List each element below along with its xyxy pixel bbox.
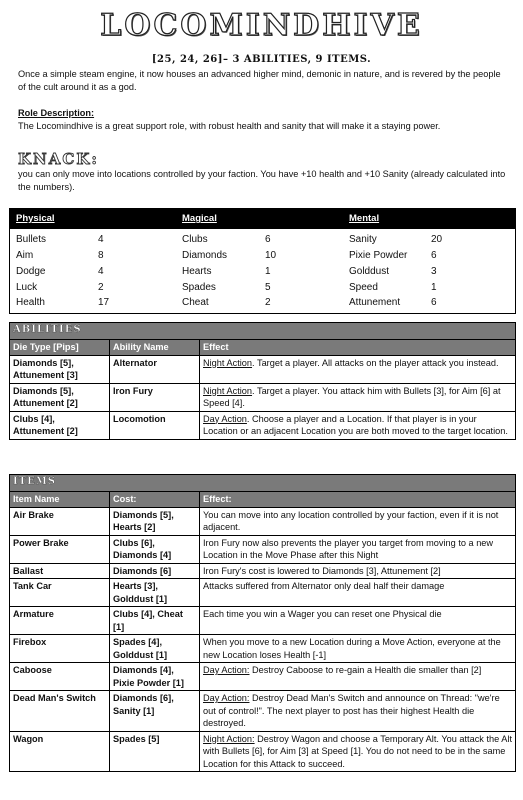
items-header-effect: Effect: (200, 492, 516, 508)
item-name: Tank Car (10, 579, 110, 607)
page-title: LOCOMINDHIVE (100, 8, 423, 43)
item-effect (200, 507, 516, 535)
table-row (10, 691, 516, 732)
stat-name: Attunement (349, 297, 401, 308)
stat-value: 8 (98, 250, 104, 261)
item-name: Dead Man's Switch (10, 691, 110, 732)
stats-table (9, 208, 516, 314)
action-type: Night Action (203, 385, 253, 396)
item-effect (200, 563, 516, 579)
stat-value: 5 (265, 282, 271, 293)
table-row (10, 355, 516, 383)
ability-name: Alternator (110, 355, 200, 383)
stats-header-mental: Mental (349, 213, 380, 224)
table-row (10, 383, 516, 411)
ability-die: Clubs [4], Attunement [2] (10, 411, 110, 439)
stat-value: 17 (98, 297, 110, 308)
stat-name: Aim (16, 250, 34, 261)
effect-text: Destroy Wagon and choose a Temporary Alt. You attack the Alt with Bullets [6], for Aim [3] at Speed [1]. You do not need to be in the same Location for this Attack to succeed. (203, 733, 512, 769)
item-name: Firebox (10, 635, 110, 663)
effect-text: You can move into any location controlled by your faction, even if it is not adjacent. (203, 509, 499, 532)
role-text: The Locomindhive is a great support role, with robust health and sanity that will make it a staying power. (18, 121, 441, 131)
action-type: Night Action (203, 357, 253, 368)
table-row (10, 535, 516, 563)
role-heading: Role Description: (18, 108, 95, 118)
knack-text: you can only move into locations controlled by your faction. You have +10 health and +10 Sanity (already calculated into the numbers). (18, 169, 506, 192)
item-name: Caboose (10, 663, 110, 691)
stat-name: Hearts (182, 266, 212, 277)
stat-value: 20 (431, 234, 443, 245)
stat-value: 6 (431, 250, 437, 261)
ability-name: Locomotion (110, 411, 200, 439)
intro-text: Once a simple steam engine, it now houses an advanced higher mind, demonic in nature, and is revered by the people of the cult around it as a god. (18, 69, 501, 92)
effect-text: Attacks suffered from Alternator only deal half their damage (203, 581, 445, 591)
stat-value: 3 (431, 266, 437, 277)
stat-name: Diamonds (182, 250, 228, 261)
stats-header-magical: Magical (182, 213, 217, 224)
stat-name: Luck (16, 282, 38, 293)
stat-value: 2 (265, 297, 271, 308)
ability-name: Iron Fury (110, 383, 200, 411)
items-title: ITEMS (10, 475, 516, 492)
stat-name: Dodge (16, 266, 46, 277)
item-effect (200, 663, 516, 691)
items-header-cost: Cost: (110, 492, 200, 508)
effect-text: Destroy Caboose to re-gain a Health die smaller than [2] (249, 665, 482, 675)
item-cost: Diamonds [5], Hearts [2] (110, 507, 200, 535)
item-cost: Clubs [6], Diamonds [4] (110, 535, 200, 563)
item-effect (200, 731, 516, 772)
stat-value: 10 (265, 250, 277, 261)
ability-effect (200, 383, 516, 411)
effect-text: . Choose a player and a Location. If that player is in your Location or an adjacent Location you are both moved to the target location. (203, 413, 508, 436)
item-name: Armature (10, 607, 110, 635)
item-cost: Hearts [3], Golddust [1] (110, 579, 200, 607)
table-row (10, 731, 516, 772)
abilities-header-die: Die Type [Pips] (10, 340, 110, 356)
stat-name: Pixie Powder (349, 250, 408, 261)
stat-value: 4 (98, 266, 104, 277)
table-row (10, 635, 516, 663)
action-type: Day Action: (203, 693, 250, 703)
effect-text: Iron Fury now also prevents the player you target from moving to a new Location in the Move Phase after this Night (203, 537, 494, 560)
stat-value: 2 (98, 282, 104, 293)
abilities-table (9, 322, 516, 440)
item-cost: Spades [5] (110, 731, 200, 772)
stat-name: Golddust (349, 266, 390, 277)
effect-text: . Target a player. All attacks on the player attack you instead. (252, 357, 499, 368)
action-type: Day Action (203, 413, 247, 424)
stat-value: 6 (265, 234, 271, 245)
item-cost: Spades [4], Golddust [1] (110, 635, 200, 663)
stats-header-physical: Physical (16, 213, 55, 224)
ability-die: Diamonds [5], Attunement [3] (10, 355, 110, 383)
effect-text: Destroy Dead Man's Switch and announce on Thread: "we're out of control!". The next player to post has their highest Health die destroyed. (203, 693, 500, 728)
table-row (10, 663, 516, 691)
stat-name: Spades (182, 282, 216, 293)
ability-die: Diamonds [5], Attunement [2] (10, 383, 110, 411)
stat-name: Health (16, 297, 45, 308)
stat-name: Sanity (349, 234, 377, 245)
effect-text: . Target a player. You attack him with Bullets [3], for Aim [6] at Speed [4]. (203, 385, 501, 408)
table-row (10, 607, 516, 635)
item-cost: Clubs [4], Cheat [1] (110, 607, 200, 635)
page-subtitle: [25, 24, 26]– 3 ABILITIES, 9 ITEMS. (151, 54, 372, 65)
table-row (10, 563, 516, 579)
ability-effect (200, 355, 516, 383)
stat-name: Cheat (182, 297, 209, 308)
abilities-header-effect: Effect (200, 340, 516, 356)
stat-value: 4 (98, 234, 104, 245)
items-header-name: Item Name (10, 492, 110, 508)
items-table (9, 474, 516, 772)
item-effect (200, 579, 516, 607)
abilities-header-name: Ability Name (110, 340, 200, 356)
action-type: Day Action: (203, 665, 250, 675)
item-effect (200, 691, 516, 732)
item-name: Ballast (10, 563, 110, 579)
item-effect (200, 635, 516, 663)
stat-value: 6 (431, 297, 437, 308)
item-name: Wagon (10, 731, 110, 772)
item-name: Power Brake (10, 535, 110, 563)
table-row (10, 507, 516, 535)
ability-effect (200, 411, 516, 439)
abilities-title: ABILITIES (10, 323, 516, 340)
stat-name: Clubs (182, 234, 208, 245)
item-effect (200, 535, 516, 563)
item-name: Air Brake (10, 507, 110, 535)
action-type: Night Action: (203, 733, 255, 744)
stat-name: Speed (349, 282, 378, 293)
item-cost: Diamonds [4], Pixie Powder [1] (110, 663, 200, 691)
stats-header (10, 209, 515, 229)
knack-heading: KNACK: (18, 150, 99, 168)
item-cost: Diamonds [6], Sanity [1] (110, 691, 200, 732)
item-cost: Diamonds [6] (110, 563, 200, 579)
effect-text: Each time you win a Wager you can reset one Physical die (203, 609, 442, 619)
table-row (10, 411, 516, 439)
stat-value: 1 (431, 282, 437, 293)
table-row (10, 579, 516, 607)
stat-name: Bullets (16, 234, 47, 245)
stat-value: 1 (265, 266, 271, 277)
effect-text: When you move to a new Location during a Move Action, everyone at the new Location loses Health [-1] (203, 637, 501, 660)
item-effect (200, 607, 516, 635)
effect-text: Iron Fury's cost is lowered to Diamonds [3], Attunement [2] (203, 565, 441, 576)
